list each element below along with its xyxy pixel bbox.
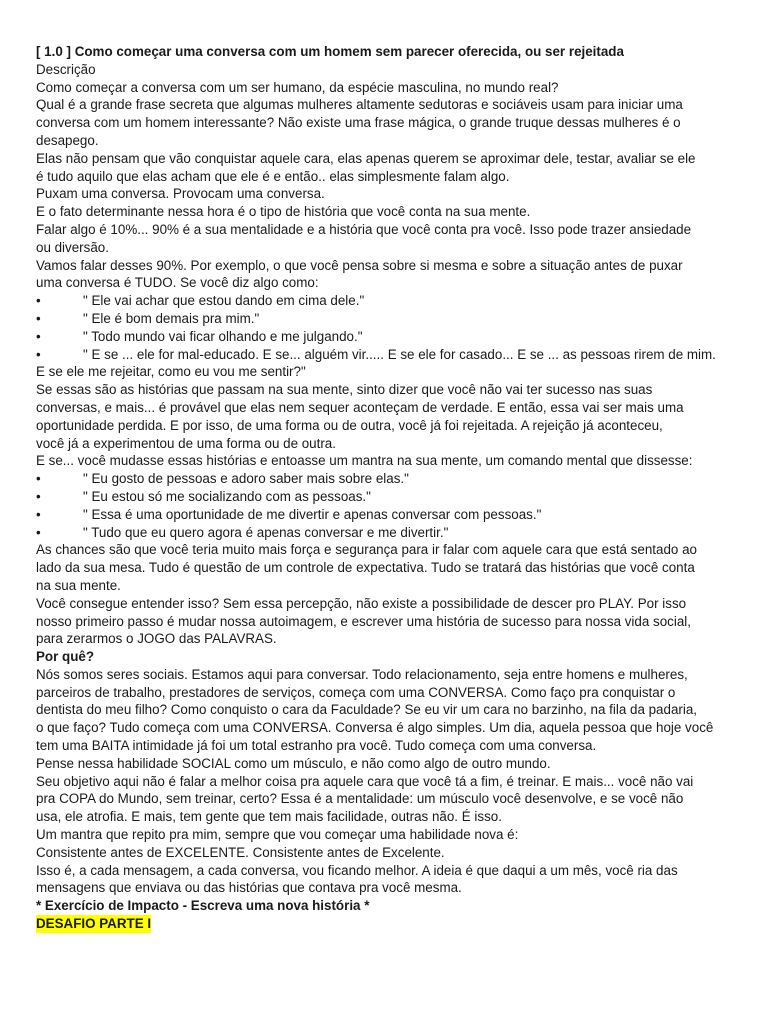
text-line: o que faço? Tudo começa com uma CONVERSA. Conversa é algo simples. Um dia, aquela pessoa que hoje você [36, 720, 714, 736]
text-line: Vamos falar desses 90%. Por exemplo, o que você pensa sobre si mesma e sobre a situação antes de puxar [36, 257, 683, 273]
text-line: tem uma BAITA intimidade já foi um total estranho pra você. Tudo começa com uma conversa. [36, 738, 597, 754]
text-line: pra COPA do Mundo, sem treinar, certo? Essa é a mentalidade: um músculo você desenvolve, e se você não [36, 791, 684, 807]
text-line: Elas não pensam que vão conquistar aquele cara, elas apenas querem se aproximar dele, testar, avaliar se ele [36, 150, 696, 166]
text-line: usa, ele atrofia. E mais, tem gente que tem mais facilidade, outras não. É isso. [36, 809, 502, 825]
bullet-text: " Ele vai achar que estou dando em cima dele." [83, 293, 365, 309]
text-line: Descrição [36, 61, 96, 77]
bullet-text: " Eu estou só me socializando com as pessoas." [83, 488, 371, 504]
text-line: parceiros de trabalho, prestadores de serviços, começa com uma CONVERSA. Como faço pra conquistar o [36, 684, 676, 700]
text-line: você já a experimentou de uma forma ou de outra. [36, 435, 336, 451]
bullet-item [36, 524, 736, 542]
text-line: oportunidade perdida. E por isso, de uma forma ou de outra, você já foi rejeitada. A rejeição já aconteceu, [36, 417, 663, 433]
section-heading: Por quê? [36, 649, 95, 665]
text-line: As chances são que você teria muito mais força e segurança para ir falar com aquele cara que está sentado ao [36, 542, 697, 558]
bullet-item [36, 470, 736, 488]
exercise-heading: * Exercício de Impacto - Escreva uma nova história * [36, 898, 370, 914]
text-line: E se... você mudasse essas histórias e entoasse um mantra na sua mente, um comando mental que dissesse: [36, 453, 693, 469]
bullet-text: " Eu gosto de pessoas e adoro saber mais sobre elas." [83, 471, 409, 487]
bullet-text: " Essa é uma oportunidade de me divertir e apenas conversar com pessoas." [83, 506, 542, 522]
text-line: na sua mente. [36, 577, 121, 593]
document-title: [ 1.0 ] Como começar uma conversa com um homem sem parecer oferecida, ou ser rejeitada [36, 44, 624, 59]
text-line: conversa com um homem interessante? Não existe uma frase mágica, o grande truque dessas mulheres é o [36, 115, 681, 131]
bullet-icon: • [36, 310, 41, 326]
bullet-icon: • [36, 471, 41, 487]
bullet-item [36, 310, 736, 328]
text-line: E se ele me rejeitar, como eu vou me sentir?" [36, 364, 306, 380]
text-line: E o fato determinante nessa hora é o tipo de história que você conta na sua mente. [36, 204, 531, 220]
bullet-text: " Ele é bom demais pra mim." [83, 310, 260, 326]
text-line: Qual é a grande frase secreta que algumas mulheres altamente sedutoras e sociáveis usam para iniciar uma [36, 97, 683, 113]
text-line: lado da sua mesa. Tudo é questão de um controle de expectativa. Tudo se tratará das histórias que você conta [36, 560, 695, 576]
bullet-item [36, 488, 736, 506]
text-line: ou diversão. [36, 239, 109, 255]
bullet-item [36, 346, 736, 364]
text-line: é tudo aquilo que elas acham que ele é e então.. elas simplesmente falam algo. [36, 168, 510, 184]
bullet-text: " Todo mundo vai ficar olhando e me julgando." [83, 328, 363, 344]
bullet-icon: • [36, 506, 41, 522]
bullet-item [36, 328, 736, 346]
text-line: Falar algo é 10%... 90% é a sua mentalidade e a história que você conta pra você. Isso pode trazer ansiedade [36, 221, 692, 237]
text-line: Um mantra que repito pra mim, sempre que vou começar uma habilidade nova é: [36, 827, 519, 843]
text-line: conversas, e mais... é provável que elas nem sequer aconteçam de verdade. E então, essa vai ser mais uma [36, 399, 684, 415]
text-line: Você consegue entender isso? Sem essa percepção, não existe a possibilidade de descer pro PLAY. Por isso [36, 595, 687, 611]
document-page [36, 43, 736, 933]
text-line: uma conversa é TUDO. Se você diz algo como: [36, 275, 319, 291]
text-line: desapego. [36, 132, 99, 148]
bullet-icon: • [36, 328, 41, 344]
text-line: nosso primeiro passo é mudar nossa autoimagem, e escrever uma história de sucesso para nossa vida social, [36, 613, 691, 629]
bullet-icon: • [36, 488, 41, 504]
text-line: Seu objetivo aqui não é falar a melhor coisa pra aquele cara que você tá a fim, é treinar. E mais... você não vai [36, 773, 694, 789]
bullet-text: " Tudo que eu quero agora é apenas conversar e me divertir." [83, 524, 449, 540]
bullet-icon: • [36, 293, 41, 309]
challenge-label: DESAFIO PARTE I [36, 916, 152, 932]
bullet-icon: • [36, 524, 41, 540]
text-line: Puxam uma conversa. Provocam uma conversa. [36, 186, 325, 202]
text-line: Pense nessa habilidade SOCIAL como um músculo, e não como algo de outro mundo. [36, 755, 551, 771]
bullet-text: " E se ... ele for mal-educado. E se... alguém vir..... E se ele for casado... E se ... as pessoas rirem de mim. [83, 346, 716, 362]
bullet-item [36, 506, 736, 524]
text-line: Nós somos seres sociais. Estamos aqui para conversar. Todo relacionamento, seja entre homens e mulheres, [36, 666, 688, 682]
text-line: Como começar a conversa com um ser humano, da espécie masculina, no mundo real? [36, 79, 559, 95]
bullet-item [36, 292, 736, 310]
text-line: Consistente antes de EXCELENTE. Consistente antes de Excelente. [36, 844, 445, 860]
text-line: Isso é, a cada mensagem, a cada conversa, vou ficando melhor. A ideia é que daqui a um mês, você ria das [36, 862, 678, 878]
text-line: dentista do meu filho? Como conquisto o cara da Faculdade? Se eu vir um cara no barzinho, na fila da padaria, [36, 702, 698, 718]
text-line: Se essas são as histórias que passam na sua mente, sinto dizer que você não vai ter sucesso nas suas [36, 382, 653, 398]
text-line: mensagens que enviava ou das histórias que contava pra você mesma. [36, 880, 462, 896]
bullet-icon: • [36, 346, 41, 362]
text-line: para zerarmos o JOGO das PALAVRAS. [36, 631, 277, 647]
